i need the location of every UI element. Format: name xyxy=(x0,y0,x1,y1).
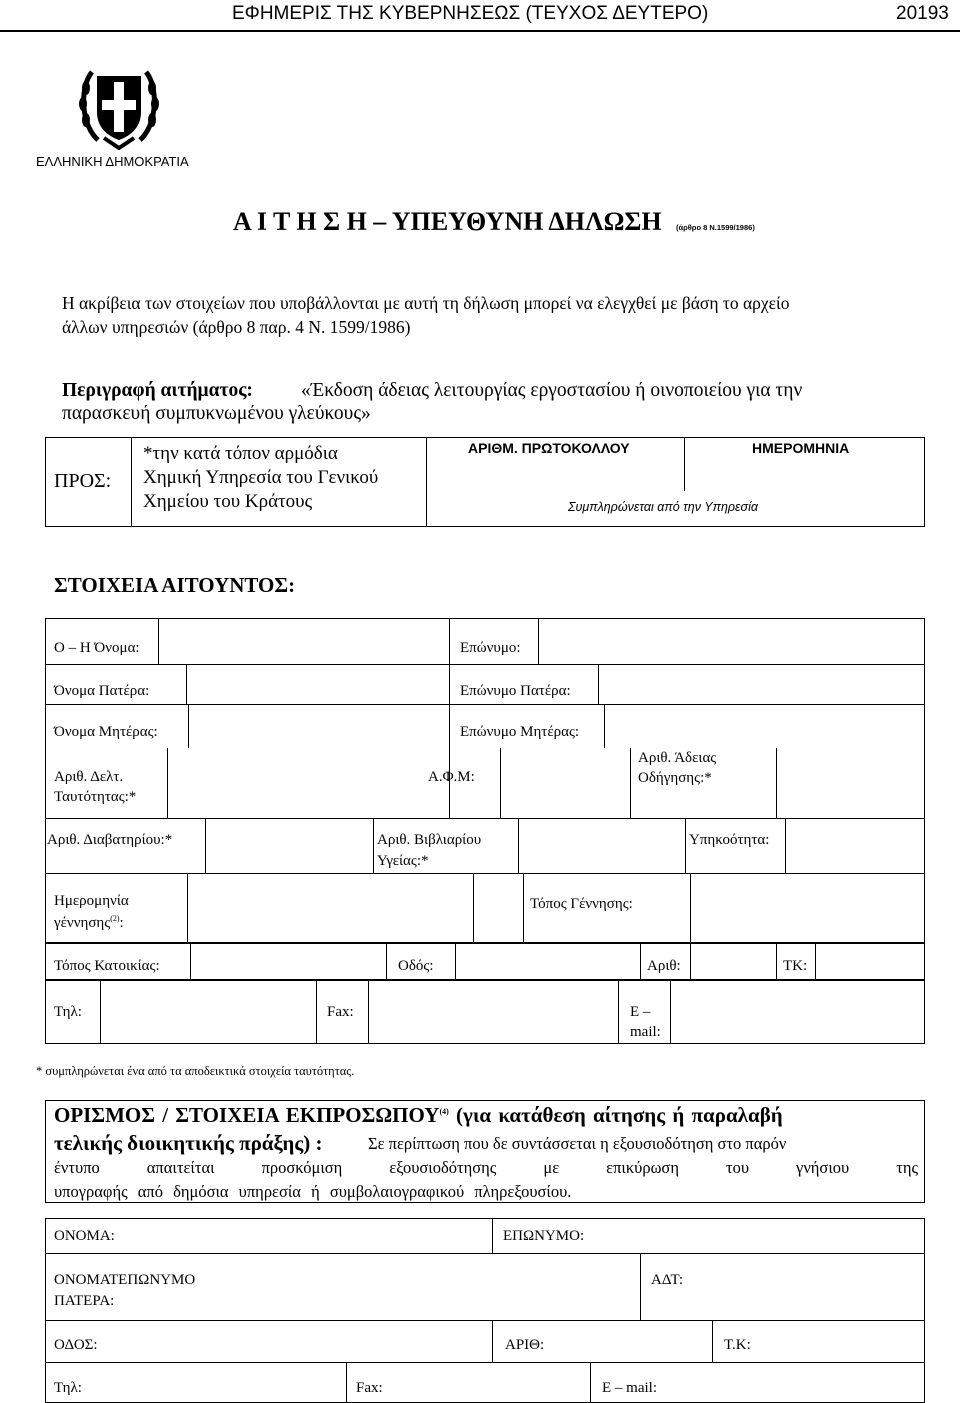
representative-footnote-ref: (4) xyxy=(439,1107,449,1116)
representative-note-line-3: υπογραφής από δημόσια υπηρεσία ή συμβολαιογραφικού πληρεξουσίου. xyxy=(54,1182,572,1201)
fax-label: Fax: xyxy=(327,1004,354,1020)
representative-note-line-1: Σε περίπτωση που δε συντάσσεται η εξουσιοδότηση στο παρόν xyxy=(368,1134,787,1153)
form-title: Α Ι Τ Η Σ Η – ΥΠΕΥΘΥΝΗ ΔΗΛΩΣΗ xyxy=(233,207,662,236)
phone-label: Τηλ: xyxy=(54,1004,82,1020)
rep-father-fullname-line-2: ΠΑΤΕΡΑ: xyxy=(54,1293,115,1309)
rep-street-number-label: ΑΡΙΘ: xyxy=(505,1337,545,1353)
description-text-line-2: παρασκευή συμπυκνωμένου γλεύκους» xyxy=(62,403,371,424)
rep-phone-label: Τηλ: xyxy=(54,1380,82,1396)
father-surname-label: Επώνυμο Πατέρα: xyxy=(460,683,571,699)
description-label: Περιγραφή αιτήματος: xyxy=(62,380,253,401)
representative-title-line-2: τελικής διοικητικής πράξης) : xyxy=(54,1131,323,1155)
id-number-label-line-1: Αριθ. Δελτ. xyxy=(54,769,124,785)
driving-license-label-line-1: Αριθ. Άδειας xyxy=(638,750,717,766)
recipient-label: ΠΡΟΣ: xyxy=(54,470,112,492)
rep-fax-label: Fax: xyxy=(356,1380,383,1396)
rep-email-label: E – mail: xyxy=(602,1380,657,1396)
intro-text-line-2: άλλων υπηρεσιών (άρθρο 8 παρ. 4 Ν. 1599/1986) xyxy=(62,317,411,337)
contact-row xyxy=(45,980,925,1044)
representative-title xyxy=(54,1103,783,1128)
recipient-line-2: Χημική Υπηρεσία του Γενικού xyxy=(143,467,379,488)
birth-date-footnote-ref: (2) xyxy=(110,914,120,923)
email-label-line-1: E – xyxy=(630,1004,651,1020)
id-number-label-line-2: Ταυτότητας:* xyxy=(54,789,137,805)
republic-caption: ΕΛΛΗΝΙΚΗ ΔΗΜΟΚΡΑΤΙΑ xyxy=(36,154,189,169)
email-label-line-2: mail: xyxy=(630,1024,661,1040)
health-book-label-line-2: Υγείας:* xyxy=(377,853,429,869)
intro-text-line-1: Η ακρίβεια των στοιχείων που υποβάλλονται με αυτή τη δήλωση μπορεί να ελεγχθεί με βάση το αρχείο xyxy=(62,293,790,313)
driving-license-label-line-2: Οδήγησης:* xyxy=(638,770,712,786)
gazette-title: ΕΦΗΜΕΡΙΣ ΤΗΣ ΚΥΒΕΡΝΗΣΕΩΣ (ΤΕΥΧΟΣ ΔΕΥΤΕΡΟ) xyxy=(232,3,709,24)
father-name-label: Όνομα Πατέρα: xyxy=(54,683,150,699)
birth-place-label: Τόπος Γέννησης: xyxy=(530,896,633,912)
surname-label: Επώνυμο: xyxy=(460,640,521,656)
representative-title-continuation: (για κατάθεση αίτησης ή παραλαβή xyxy=(456,1103,783,1127)
residence-label: Τόπος Κατοικίας: xyxy=(54,958,160,974)
rep-name-label: ΟΝΟΜΑ: xyxy=(54,1228,115,1244)
page-number: 20193 xyxy=(896,3,949,24)
birth-date-label-text: γέννησης xyxy=(54,915,111,931)
protocol-number-header: ΑΡΙΘΜ. ΠΡΩΤΟΚΟΛΛΟΥ xyxy=(468,440,630,456)
birth-date-label-line-2 xyxy=(54,914,124,932)
applicant-section-title: ΣΤΟΙΧΕΙΑ ΑΙΤΟΥΝΤΟΣ: xyxy=(54,573,296,597)
representative-table xyxy=(45,1218,925,1403)
birth-date-label-line-1: Ημερομηνία xyxy=(54,893,129,909)
description-text-line-1: «Έκδοση άδειας λειτουργίας εργοστασίου ή οινοποιείου για την xyxy=(301,380,803,401)
form-title-reference: (άρθρο 8 Ν.1599/1986) xyxy=(676,223,755,232)
rep-postal-code-label: Τ.Κ: xyxy=(724,1337,751,1353)
greek-coat-of-arms-icon xyxy=(74,62,164,150)
representative-note-line-2: έντυπο απαιτείται προσκόμιση εξουσιοδότησης με επικύρωση του γνήσιου της xyxy=(54,1158,918,1177)
first-name-label: Ο – Η Όνομα: xyxy=(54,640,140,656)
rep-surname-label: ΕΠΩΝΥΜΟ: xyxy=(503,1228,585,1244)
health-book-label-line-1: Αριθ. Βιβλιαρίου xyxy=(377,832,482,848)
mother-name-label: Όνομα Μητέρας: xyxy=(54,724,158,740)
representative-title-text: ΟΡΙΣΜΟΣ / ΣΤΟΙΧΕΙΑ ΕΚΠΡΟΣΩΠΟΥ xyxy=(54,1103,440,1127)
filled-by-service-note: Συμπληρώνεται από την Υπηρεσία xyxy=(568,500,758,514)
applicant-table xyxy=(45,618,925,943)
identity-footnote: * συμπληρώνεται ένα από τα αποδεικτικά στοιχεία ταυτότητας. xyxy=(36,1064,355,1078)
rep-id-card-label: ΑΔΤ: xyxy=(651,1272,684,1288)
mother-surname-label: Επώνυμο Μητέρας: xyxy=(460,724,580,740)
street-number-label: Αριθ: xyxy=(647,958,681,974)
postal-code-label: ΤΚ: xyxy=(783,958,808,974)
passport-label: Αριθ. Διαβατηρίου:* xyxy=(47,832,173,848)
rep-street-label: ΟΔΟΣ: xyxy=(54,1337,98,1353)
citizenship-label: Υπηκοότητα: xyxy=(689,832,770,848)
date-header: ΗΜΕΡΟΜΗΝΙΑ xyxy=(752,440,850,456)
birth-date-colon: : xyxy=(119,915,124,931)
rep-father-fullname-line-1: ΟΝΟΜΑΤΕΠΩΝΥΜΟ xyxy=(54,1272,196,1288)
recipient-line-1: *την κατά τόπον αρμόδια xyxy=(143,443,338,464)
recipient-line-3: Χημείου του Κράτους xyxy=(143,491,313,512)
street-label: Οδός: xyxy=(398,958,434,974)
tax-id-label: Α.Φ.Μ: xyxy=(428,769,475,785)
